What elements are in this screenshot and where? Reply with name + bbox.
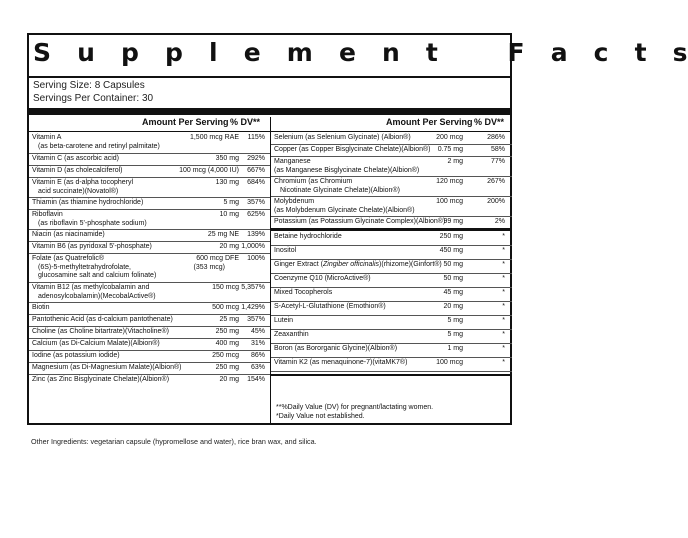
title-rule xyxy=(29,76,510,78)
nutrient-dv: * xyxy=(502,289,505,296)
row-divider xyxy=(29,374,270,375)
nutrient-dv: 115% xyxy=(247,134,265,141)
nutrient-name: Manganese xyxy=(274,158,311,165)
row-divider xyxy=(29,362,270,363)
nutrient-name: Ginger Extract (Zingiber officinalis)(rhizome)(Ginfort®) xyxy=(274,261,442,268)
nutrient-dv: 357% xyxy=(247,316,265,323)
nutrient-amount: 100 mcg (4,000 IU) xyxy=(179,167,239,174)
nutrient-amount: 130 mg xyxy=(215,179,239,186)
nutrient-dv: 58% xyxy=(490,146,505,153)
nutrient-name: Niacin (as niacinamide) xyxy=(32,231,105,238)
panel-title: S u p p l e m e n t F a c t s xyxy=(33,38,688,67)
nutrient-dv: * xyxy=(502,359,505,366)
header-rule xyxy=(29,108,510,115)
nutrient-sub: (as Molybdenum Glycinate Chelate)(Albion®) xyxy=(274,206,415,214)
row-divider xyxy=(29,338,270,339)
row-divider xyxy=(29,253,270,254)
servings-per-container: Servings Per Container: 30 xyxy=(33,93,154,104)
nutrient-dv: 2% xyxy=(494,218,505,225)
nutrient-name: Vitamin E (as d-alpha tocopheryl xyxy=(32,179,134,186)
row-divider xyxy=(271,259,512,260)
nutrient-name: Vitamin D (as cholecalciferol) xyxy=(32,167,123,174)
nutrient-amount: 10 mg xyxy=(219,211,239,218)
nutrient-dv: 357% xyxy=(247,199,265,206)
nutrient-amount: 200 mcg xyxy=(436,134,463,141)
nutrient-amount: 1,500 mcg RAE xyxy=(189,134,239,141)
nutrient-dv: 200% xyxy=(487,198,505,205)
row-divider xyxy=(271,329,512,330)
nutrient-dv: * xyxy=(502,317,505,324)
nutrient-amount: 20 mg xyxy=(219,376,239,383)
nutrient-amount: (353 mcg) xyxy=(193,263,225,271)
row-divider xyxy=(29,241,270,242)
nutrient-name: Choline (as Choline bitartrate)(Vitacholine®) xyxy=(32,328,169,335)
row-divider xyxy=(271,144,512,145)
nutrient-dv: * xyxy=(502,331,505,338)
nutrient-amount: 150 mcg xyxy=(212,284,239,291)
nutrient-name: Coenzyme Q10 (MicroActive®) xyxy=(274,275,371,282)
nutrient-amount: 0.75 mg xyxy=(437,146,463,153)
nutrient-name: Chromium (as Chromium xyxy=(274,178,353,185)
row-divider xyxy=(271,343,512,344)
nutrient-dv: 45% xyxy=(250,328,265,335)
nutrient-name: Molybdenum xyxy=(274,198,315,205)
nutrient-dv: * xyxy=(502,233,505,240)
nutrient-amount: 5 mg xyxy=(223,199,239,206)
nutrient-amount: 50 mg xyxy=(443,261,463,268)
nutrient-amount: 45 mg xyxy=(443,289,463,296)
nutrient-name: S-Acetyl-L-Glutathione (Emothion®) xyxy=(274,303,386,310)
nutrient-dv: * xyxy=(502,345,505,352)
footnote-dv-pregnant: **%Daily Value (DV) for pregnant/lactating women. xyxy=(276,404,434,411)
nutrient-dv: 154% xyxy=(247,376,265,383)
amount-header-left: Amount Per Serving xyxy=(142,117,229,127)
row-divider xyxy=(271,315,512,316)
nutrient-amount: 5 mg xyxy=(447,331,463,338)
row-divider xyxy=(29,229,270,230)
row-divider xyxy=(29,177,270,178)
row-divider xyxy=(29,326,270,327)
nutrient-sub: (as beta-carotene and retinyl palmitate) xyxy=(38,142,160,150)
nutrient-amount: 99 mg xyxy=(443,218,463,225)
nutrient-amount: 250 mcg xyxy=(212,352,239,359)
nutrient-amount: 400 mg xyxy=(215,340,239,347)
nutrient-name: Mixed Tocopherols xyxy=(274,289,333,296)
nutrient-dv: 1,000% xyxy=(241,243,265,250)
nutrient-dv: 5,357% xyxy=(241,284,265,291)
nutrient-dv: * xyxy=(502,303,505,310)
nutrient-name: Vitamin K2 (as menaquinone-7)(vitaMK7®) xyxy=(274,359,408,366)
nutrient-amount: 20 mg xyxy=(219,243,239,250)
row-divider xyxy=(271,176,512,177)
nutrient-name: Boron (as Bororganic Glycine)(Albion®) xyxy=(274,345,398,352)
row-divider xyxy=(271,287,512,288)
nutrient-name: Thiamin (as thiamine hydrochloride) xyxy=(32,199,144,206)
nutrient-name: Folate (as Quatrefolic® xyxy=(32,255,105,262)
nutrient-name: Selenium (as Selenium Glycinate) (Albion®) xyxy=(274,134,411,141)
dv-header-right: % DV** xyxy=(474,117,505,127)
row-divider xyxy=(271,216,512,217)
nutrient-name: Zeaxanthin xyxy=(274,331,309,338)
nutrient-dv: * xyxy=(502,275,505,282)
row-divider xyxy=(29,282,270,283)
nutrient-dv: * xyxy=(502,261,505,268)
nutrient-name: Vitamin A xyxy=(32,134,62,141)
nutrient-dv: 31% xyxy=(250,340,265,347)
row-divider xyxy=(271,371,512,372)
nutrient-sub: acid succinate)(Novatol®) xyxy=(38,187,119,195)
column-divider xyxy=(270,117,271,423)
nutrient-dv: 139% xyxy=(247,231,265,238)
footnote-dv-not-established: *Daily Value not established. xyxy=(276,413,365,420)
nutrient-name: Inositol xyxy=(274,247,297,254)
row-divider xyxy=(271,245,512,246)
other-ingredients: Other Ingredients: vegetarian capsule (hypromellose and water), rice bran wax, and silica. xyxy=(31,437,317,446)
nutrient-name: Zinc (as Zinc Bisglycinate Chelate)(Albion®) xyxy=(32,376,170,383)
nutrient-amount: 250 mg xyxy=(215,364,239,371)
nutrient-dv: 1,429% xyxy=(241,304,265,311)
nutrient-amount: 1 mg xyxy=(447,345,463,352)
nutrient-sub: adenosylcobalamin)(MecobalActive®) xyxy=(38,292,156,300)
row-divider xyxy=(29,314,270,315)
footnote-rule xyxy=(271,374,512,376)
row-divider xyxy=(271,196,512,197)
nutrient-amount: 250 mg xyxy=(215,328,239,335)
nutrient-name: Riboflavin xyxy=(32,211,63,218)
nutrient-name: Copper (as Copper Bisglycinate Chelate)(Albion®) xyxy=(274,146,431,153)
left-column-header xyxy=(29,117,270,131)
nutrient-amount: 100 mcg xyxy=(436,359,463,366)
nutrient-name: Vitamin B12 (as methylcobalamin and xyxy=(32,284,150,291)
nutrient-dv: 100% xyxy=(247,255,265,262)
supplement-facts-panel xyxy=(27,33,688,425)
nutrient-name: Potassium (as Potassium Glycinate Complex)(Albion®) xyxy=(274,218,446,225)
nutrient-name: Betaine hydrochloride xyxy=(274,233,342,240)
nutrient-dv: 667% xyxy=(247,167,265,174)
nutrient-name: Calcium (as Di-Calcium Malate)(Albion®) xyxy=(32,340,160,347)
nutrient-name: Magnesium (as Di-Magnesium Malate)(Albion®) xyxy=(32,364,182,371)
row-divider xyxy=(271,357,512,358)
nutrient-dv: 286% xyxy=(487,134,505,141)
nutrient-amount: 100 mcg xyxy=(436,198,463,205)
nutrient-dv: 267% xyxy=(487,178,505,185)
nutrient-amount: 20 mg xyxy=(443,303,463,310)
row-divider xyxy=(271,273,512,274)
nutrient-dv: * xyxy=(502,247,505,254)
nutrient-amount: 50 mg xyxy=(443,275,463,282)
section-separator xyxy=(271,228,510,231)
nutrient-dv: 63% xyxy=(250,364,265,371)
nutrient-amount: 2 mg xyxy=(447,158,463,165)
nutrient-amount: 500 mcg xyxy=(212,304,239,311)
nutrient-dv: 292% xyxy=(247,155,265,162)
botanical-name: Zingiber officinalis xyxy=(323,261,380,268)
nutrient-amount: 120 mcg xyxy=(436,178,463,185)
nutrient-amount: 350 mg xyxy=(215,155,239,162)
nutrient-amount: 25 mg xyxy=(219,316,239,323)
nutrient-sub: (as Manganese Bisglycinate Chelate)(Albion®) xyxy=(274,166,420,174)
nutrient-dv: 77% xyxy=(490,158,505,165)
nutrient-amount: 25 mg NE xyxy=(207,231,239,238)
row-divider xyxy=(29,350,270,351)
serving-size: Serving Size: 8 Capsules xyxy=(33,80,145,91)
right-column-header xyxy=(271,117,512,131)
nutrient-name: Pantothenic Acid (as d-calcium pantothenate) xyxy=(32,316,173,323)
row-divider xyxy=(29,165,270,166)
nutrient-name: Vitamin B6 (as pyridoxal 5'-phosphate) xyxy=(32,243,152,250)
nutrient-name: Lutein xyxy=(274,317,294,324)
nutrient-sub: (as riboflavin 5'-phosphate sodium) xyxy=(38,219,147,227)
amount-header-right: Amount Per Serving xyxy=(386,117,473,127)
nutrient-name: Biotin xyxy=(32,304,50,311)
row-divider xyxy=(271,301,512,302)
nutrient-dv: 684% xyxy=(247,179,265,186)
nutrient-dv: 625% xyxy=(247,211,265,218)
row-divider xyxy=(29,209,270,210)
row-divider xyxy=(271,156,512,157)
row-divider xyxy=(29,302,270,303)
row-divider xyxy=(29,197,270,198)
nutrient-sub: glucosamine salt and calcium folinate) xyxy=(38,272,157,279)
nutrient-dv: 86% xyxy=(250,352,265,359)
nutrient-name: Iodine (as potassium iodide) xyxy=(32,352,120,359)
nutrient-sub: (6S)-5-methyltetrahydrofolate, xyxy=(38,263,131,271)
nutrient-amount: 450 mg xyxy=(439,247,463,254)
nutrient-amount: 600 mcg DFE xyxy=(196,255,239,262)
nutrient-name: Vitamin C (as ascorbic acid) xyxy=(32,155,120,162)
nutrient-amount: 250 mg xyxy=(439,233,463,240)
nutrient-amount: 5 mg xyxy=(447,317,463,324)
nutrient-sub: Nicotinate Glycinate Chelate)(Albion®) xyxy=(280,186,400,194)
row-divider xyxy=(29,153,270,154)
dv-header-left: % DV** xyxy=(230,117,261,127)
